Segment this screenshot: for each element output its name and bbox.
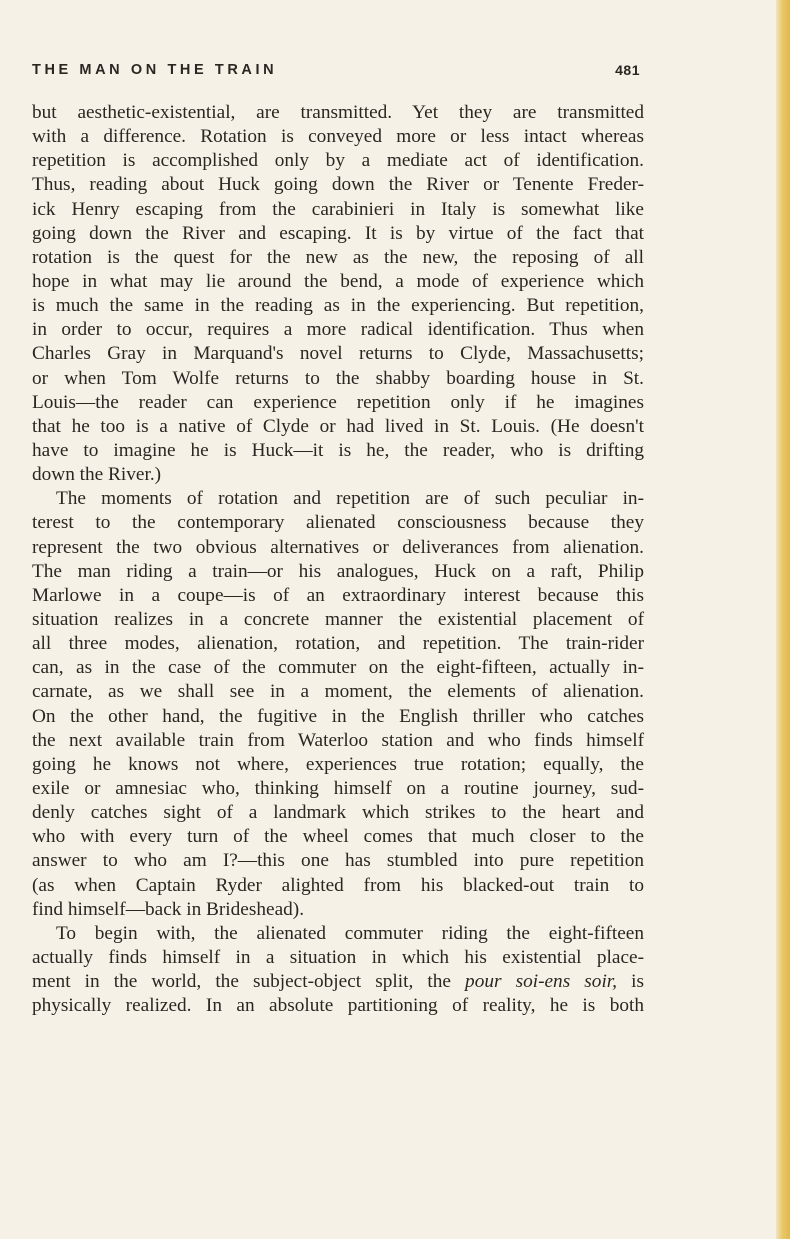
text-line: (as when Captain Ryder alighted from his blacked-out train to — [32, 874, 644, 896]
page-number: 481 — [615, 62, 640, 78]
text-line: exile or amnesiac who, thinking himself on a routine journey, sud- — [32, 777, 644, 799]
text-line: To begin with, the alienated commuter riding the eight-fifteen — [56, 922, 644, 944]
text-line: have to imagine he is Huck—it is he, the reader, who is drifting — [32, 439, 644, 461]
text-line: going he knows not where, experiences true rotation; equally, the — [32, 753, 644, 775]
text-line: physically realized. In an absolute partitioning of reality, he is both — [32, 995, 644, 1017]
text-line: Marlowe in a coupe—is of an extraordinary interest because this — [32, 584, 644, 606]
text-line: with a difference. Rotation is conveyed more or less intact whereas — [32, 126, 644, 148]
text-line: terest to the contemporary alienated consciousness because they — [32, 512, 644, 534]
body-text — [32, 101, 644, 1018]
text-line: ick Henry escaping from the carabinieri in Italy is somewhat like — [32, 198, 644, 220]
text-line: answer to who am I?—this one has stumbled into pure repetition — [32, 850, 644, 872]
text-line: but aesthetic-existential, are transmitted. Yet they are transmitted — [32, 102, 644, 123]
text-line: Louis—the reader can experience repetition only if he imagines — [32, 391, 644, 413]
text-line: or when Tom Wolfe returns to the shabby boarding house in St. — [32, 367, 644, 389]
text-line: The moments of rotation and repetition are of such peculiar in- — [56, 488, 644, 510]
text-line: down the River.) — [32, 464, 162, 486]
text-line: On the other hand, the fugitive in the English thriller who catches — [32, 705, 644, 727]
italic-phrase: pour soi-ens soir, — [465, 971, 617, 993]
text-line: is much the same in the reading as in the experiencing. But repetition, — [32, 295, 644, 317]
text-line: The man riding a train—or his analogues, Huck on a raft, Philip — [32, 560, 644, 582]
running-head — [32, 62, 640, 86]
text-line: Charles Gray in Marquand's novel returns to Clyde, Massachusetts; — [32, 343, 644, 365]
text-line: Thus, reading about Huck going down the River or Tenente Freder- — [32, 174, 644, 196]
text-line: that he too is a native of Clyde or had lived in St. Louis. (He doesn't — [32, 415, 644, 437]
text-line: represent the two obvious alternatives or deliverances from alienation. — [32, 536, 644, 558]
text-line: denly catches sight of a landmark which strikes to the heart and — [32, 802, 644, 824]
text-fragment: ment in the world, the subject-object split, the — [32, 971, 451, 993]
text-line: can, as in the case of the commuter on the eight-fifteen, actually in- — [32, 657, 644, 679]
text-line: all three modes, alienation, rotation, and repetition. The train-rider — [32, 633, 644, 655]
text-fragment: is — [631, 971, 644, 993]
text-line-with-italic — [32, 970, 644, 994]
text-line: hope in what may lie around the bend, a mode of experience which — [32, 270, 644, 292]
running-title: THE MAN ON THE TRAIN — [32, 62, 278, 78]
text-line: rotation is the quest for the new as the new, the reposing of all — [32, 246, 644, 268]
text-line: who with every turn of the wheel comes that much closer to the — [32, 826, 644, 848]
text-line: find himself—back in Brideshead). — [32, 898, 305, 920]
text-line: in order to occur, requires a more radical identification. Thus when — [32, 319, 644, 341]
page-edge — [776, 0, 790, 1239]
text-line: carnate, as we shall see in a moment, the elements of alienation. — [32, 681, 644, 703]
text-line: actually finds himself in a situation in which his existential place- — [32, 946, 644, 968]
text-line: going down the River and escaping. It is by virtue of the fact that — [32, 222, 644, 244]
text-line: the next available train from Waterloo station and who finds himself — [32, 729, 644, 751]
text-line: repetition is accomplished only by a mediate act of identification. — [32, 150, 644, 172]
text-line: situation realizes in a concrete manner the existential placement of — [32, 608, 644, 630]
